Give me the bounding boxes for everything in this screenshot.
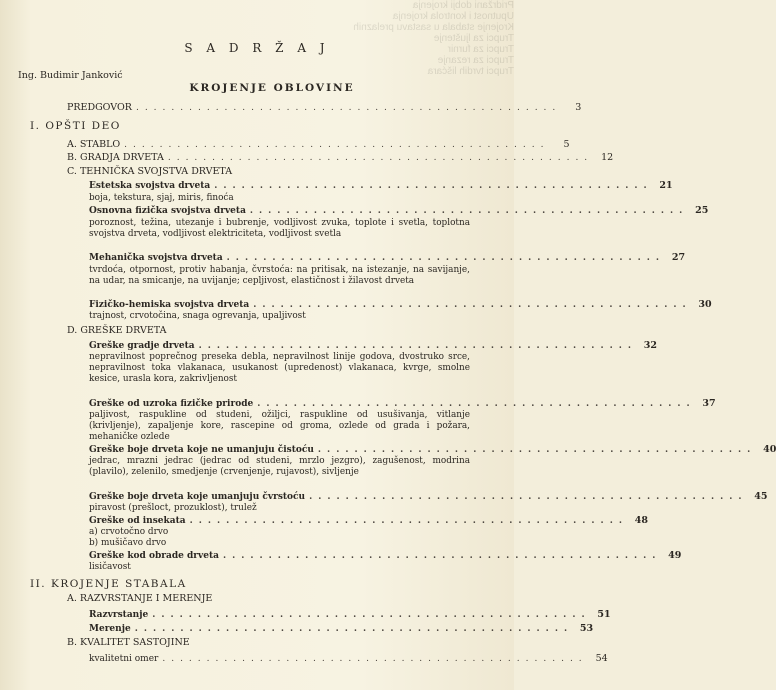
entry-description: lisičavost — [89, 562, 131, 572]
entry-description: b) mušičavo drvo — [89, 538, 167, 548]
toc-entry: Razvrstanje ................................................ 51 — [89, 609, 611, 620]
contents-heading: S A D R Ž A J — [184, 41, 330, 55]
toc-entry: Greške kod obrade drveta ................................................ 49 — [89, 550, 682, 561]
toc-entry: Greške od insekata ................................................ 48 — [89, 515, 648, 526]
show-through-text: Pridržani dobji krojenja Uputnost i kontrola krojenja Krojenje stabala u sastavu prelaznih Trupci za ljuštenje Trupci za furnir Trupci za rezanje Trupci tvrdih lišćara — [353, 0, 514, 77]
book-title: KROJENJE OBLOVINE — [189, 82, 355, 94]
toc-entry: Greške od uzroka fizičke prirode ................................................ 37 — [89, 398, 716, 409]
toc-section: C. TEHNIČKA SVOJSTVA DRVETA — [67, 166, 233, 177]
toc-entry: Osnovna fizička svojstva drveta ................................................ 25 — [89, 205, 709, 216]
entry-description: jedrac, mrazni jedrac (jedrac od studeni, mrzlo jezgro), zagušenost, modrina (plavilo), zelenilo, smedjenje (crvenjenje, rujavost), sivljenje — [89, 456, 470, 478]
entry-description: piravost (prešloct, prozuklost), trulež — [89, 503, 257, 513]
toc-entry: B. GRADJA DRVETA ................................................ 12 — [67, 152, 614, 163]
entry-description: nepravilnost poprečnog preseka debla, nepravilnost linije godova, dvostruko srce, nepravilnost toka vlakanaca, usukanost (upredenost) vlakanaca, kvrge, smolne kesice, urasla kora, zakrivljenost — [89, 352, 470, 385]
entry-description: paljivost, raspukline od studeni, ožiljci, raspukline od usušivanja, vitlanje (krivljenje), zapaljenje kore, rascepine od groma, ozlede od grada i požara, mehaničke ozlede — [89, 410, 470, 443]
toc-part: I. OPŠTI DEO — [30, 120, 121, 132]
toc-entry: kvalitetni omer ................................................ 54 — [89, 653, 608, 664]
toc-entry: Greške boje drveta koje umanjuju čvrstoću ................................................ 45 — [89, 491, 768, 502]
entry-description: a) crvotočno drvo — [89, 527, 169, 537]
toc-entry: Merenje ................................................ 53 — [89, 623, 594, 634]
toc-section: A. RAZVRSTANJE I MERENJE — [67, 593, 213, 604]
toc-section: B. KVALITET SASTOJINE — [67, 637, 190, 648]
toc-entry: A. STABLO ................................................ 5 — [67, 139, 570, 150]
toc-entry: Estetska svojstva drveta ................................................ 21 — [89, 180, 673, 191]
entry-description: tvrdoća, otpornost, protiv habanja, čvrstoća: na pritisak, na istezanje, na savijanje, na udar, na smicanje, na uvijanje; cepljivost, elastičnost i žilavost drveta — [89, 265, 470, 287]
author-name: Ing. Budimir Janković — [18, 70, 123, 81]
toc-section: D. GREŠKE DRVETA — [67, 325, 167, 336]
entry-description: poroznost, težina, utezanje i bubrenje, vodljivost zvuka, toplote i svetla, toplotna svojstva drveta, vodljivost elektriciteta, vodljivost svetla — [89, 218, 470, 240]
entry-description: boja, tekstura, sjaj, miris, finoća — [89, 193, 234, 203]
toc-entry: Mehanička svojstva drveta ................................................ 27 — [89, 252, 686, 263]
toc-entry: Greške gradje drveta ................................................ 32 — [89, 340, 657, 351]
toc-entry: Greške boje drveta koje ne umanjuju čistoću ................................................ 40 — [89, 444, 776, 455]
entry-description: trajnost, crvotočina, snaga ogrevanja, upaljivost — [89, 311, 306, 321]
toc-part: II. KROJENJE STABALA — [30, 578, 187, 590]
toc-entry: PREDGOVOR ................................................ 3 — [67, 102, 582, 113]
toc-entry: Fizičko-hemiska svojstva drveta ................................................ 30 — [89, 299, 712, 310]
